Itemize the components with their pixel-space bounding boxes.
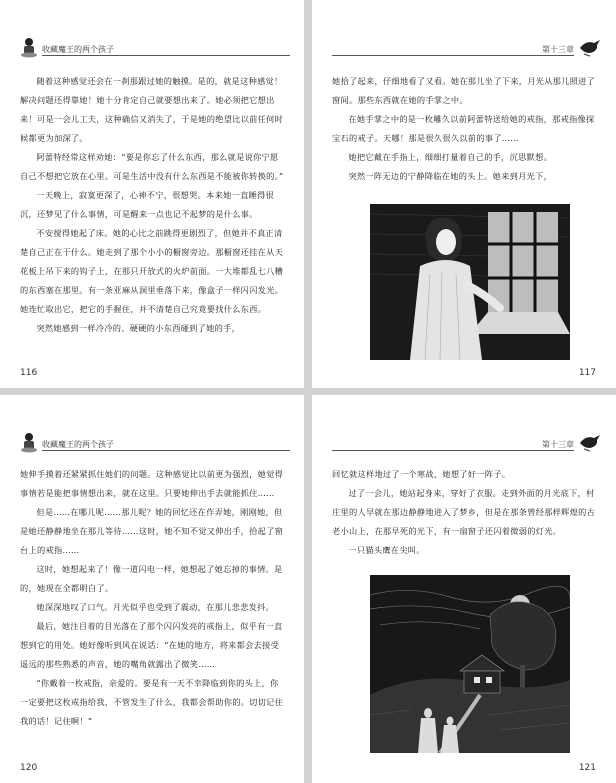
page-number: 121 xyxy=(578,763,596,773)
body-text xyxy=(20,465,286,731)
paragraph: 她伸手摸着还紧紧抓住她们的问题。这种感觉比以前更为强烈，她觉得事情若是能把事情想出来，就在这里。只要她伸出手去就能抓住…… xyxy=(20,469,284,498)
chapter-title: 第十三章 xyxy=(542,45,574,54)
chapter-title: 第十三章 xyxy=(542,440,574,449)
bird-emblem-icon xyxy=(578,431,602,453)
running-header xyxy=(332,36,602,62)
bird-emblem-icon xyxy=(578,36,602,58)
paragraph: 一只猫头鹰在尖叫。 xyxy=(348,545,425,555)
page-number: 117 xyxy=(578,368,596,378)
illustration-girl-at-window xyxy=(370,204,570,360)
body-text xyxy=(332,465,600,560)
paragraph: 回忆就这样地过了一个寒战，她想了好一阵子。 xyxy=(332,469,511,479)
paragraph: 随着这种感觉还会在一刹那跟过她的触摸。是的，就是这种感觉！解决问题还得靠她！她十分肯定自己就要想出来了。她必须把它想出来！可是一会儿工夫，这种确信又消失了，于是她的绝望比以前任何时候都更为加深了。 xyxy=(20,76,284,143)
running-header xyxy=(332,431,602,457)
paragraph: 这时，她想起来了！像一道闪电一样，她想起了她忘掉的事情。是的，她现在全都明白了。 xyxy=(20,564,283,593)
running-header xyxy=(20,431,290,457)
page-120 xyxy=(0,395,304,783)
page-121 xyxy=(312,395,616,783)
paragraph: 最后，她注目着的目光落在了那个闪闪发亮的戒指上，似乎有一直想到它的用处。她好像听到风在说话：“在她的地方，将来都会去接受遥远的那些熟悉的声音，她的嘴角就露出了微笑…… xyxy=(20,621,283,669)
paragraph: 她拾了起来，仔细地看了又看。她在那儿坐了下来，月光从那儿照进了窗间。那些东西就在她的手掌之中。 xyxy=(332,76,596,105)
paragraph: 不安搅得她起了床。她的心比之前跳得更剧烈了，但她并不真正清楚自己正在干什么。她走到了那个小小的橱窗旁边。那橱窗还挂在从天花板上吊下来的钩子上，在那只开放式的火炉前面。一大堆都乱七八糟的东西塞在那里。有一条亚麻从洞里垂落下来，像盒子一样闪闪发光。她连忙取出它，把它的手握住，并不清楚自己究竟要找什么东西。 xyxy=(20,228,284,314)
book-title: 收藏魔王的两个孩子 xyxy=(42,45,114,54)
body-text xyxy=(20,72,286,338)
knight-emblem-icon xyxy=(20,36,38,58)
paragraph: 一天晚上，寂寞更深了，心神不宁，很想哭。本来她一直睡得很沉，还梦见了什么事情，可是醒来一点也记不起梦的是什么事。 xyxy=(20,190,275,219)
paragraph: 阿蕾特经常这样劝她：“要是你忘了什么东西，那么就是说你宁愿自己不想把它放在心里。可是生活中没有什么东西是不能被你转换的。” xyxy=(20,152,284,181)
knight-emblem-icon xyxy=(20,431,38,453)
page-116 xyxy=(0,0,304,388)
book-title: 收藏魔王的两个孩子 xyxy=(42,440,114,449)
page-117 xyxy=(312,0,616,388)
paragraph: “你戴着一枚戒指，亲爱的。要是有一天不幸降临到你的头上，你一定要把这枚戒指给我，不管发生了什么，我都会帮助你的。切切记住我的话！记住啊！” xyxy=(20,678,284,726)
page-number: 120 xyxy=(20,763,38,773)
paragraph: 但是……在哪儿呢……那儿呢？她的回忆还在作弄她，刚刚她，但是她还静静地坐在那儿等待……这时，她不知不觉又伸出手，拾起了窗台上的戒指…… xyxy=(20,507,284,555)
illustration-night-village xyxy=(370,575,570,753)
paragraph: 在她手掌之中的是一枚雕久以前阿蕾特送给她的戒指，那戒指像探宝石的戒子。天哪！那是很久很久以前的事了…… xyxy=(332,114,595,143)
paragraph: 她深深地叹了口气。月光似乎也受到了震动，在那儿悲悲发抖。 xyxy=(36,602,275,612)
paragraph: 突然一阵无边的宁静降临在她的头上。她来到月光下， xyxy=(348,171,553,181)
paragraph: 她把它戴在手指上，细细打量着自己的手，沉思默想。 xyxy=(348,152,553,162)
page-number: 116 xyxy=(20,368,38,378)
paragraph: 突然她感到一样冷冷的、硬硬的小东西碰到了她的手， xyxy=(36,323,241,333)
paragraph: 过了一会儿，她站起身来，穿好了衣服。走到外面的月光底下，村庄里的人早就在那边静静地进入了梦乡，但是在那条曾经那样辉煌的古老小山上，在那早死的光下，有一扇窗子还闪着微弱的灯光。 xyxy=(332,488,596,536)
running-header xyxy=(20,36,290,62)
body-text xyxy=(332,72,600,186)
